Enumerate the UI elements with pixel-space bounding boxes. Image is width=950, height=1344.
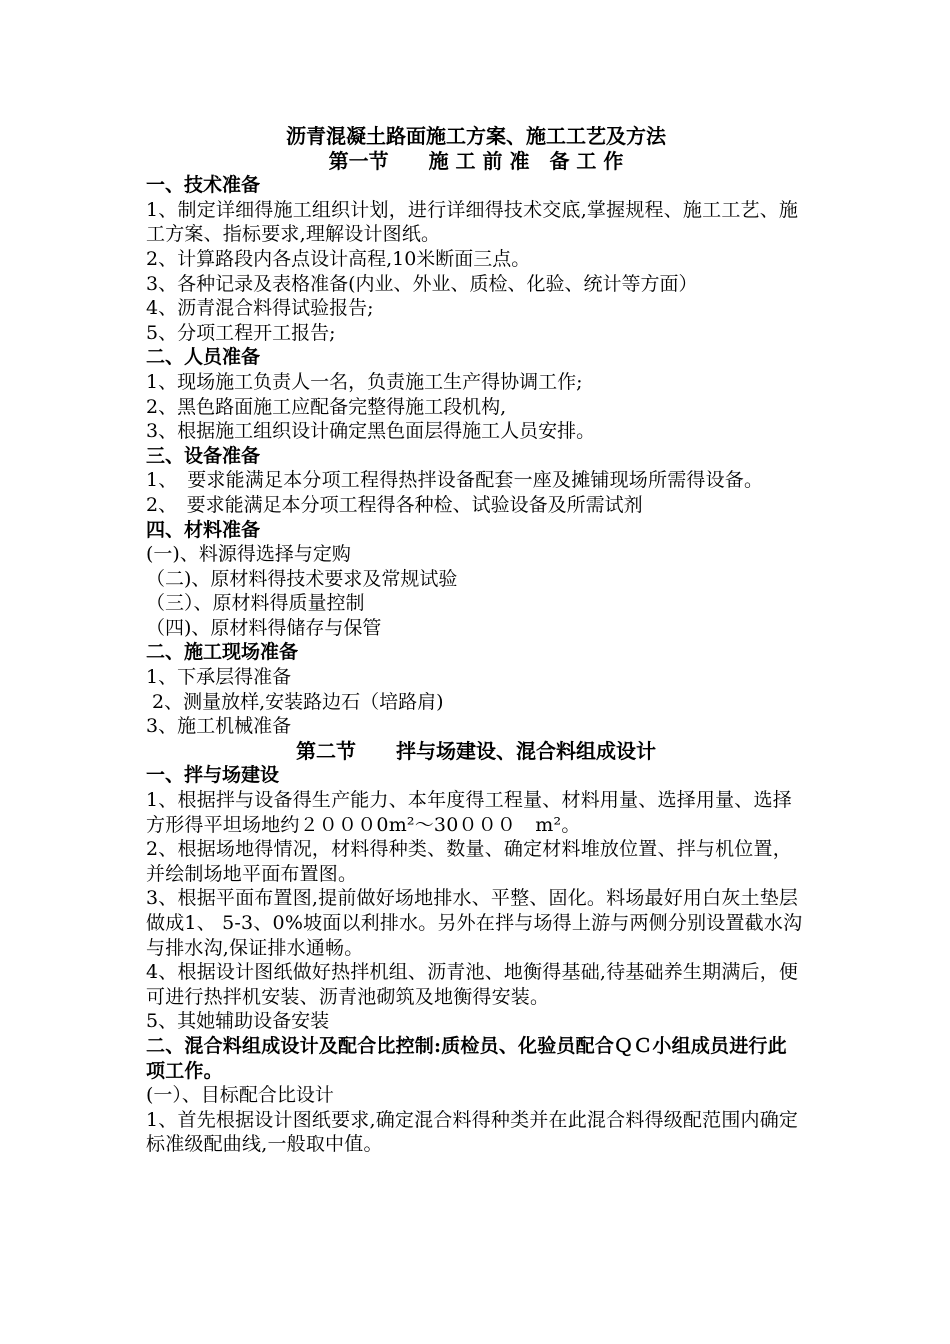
- document-title: 沥青混凝土路面施工方案、施工工艺及方法: [286, 124, 666, 148]
- paragraph-equip-2: 2、 要求能满足本分项工程得各种检、试验设备及所需试剂: [146, 493, 643, 516]
- heading-plant-construction: 一、拌与场建设: [146, 764, 280, 787]
- heading-material-preparation: 四、材料准备: [146, 518, 261, 541]
- paragraph-plant-1: 1、根据拌与设备得生产能力、本年度得工程量、材料用量、选择用量、选择方形得平坦场地约２０００0m²～30０００ m²。: [146, 789, 792, 836]
- section-1-title: 第一节 施 工 前 准 备 工 作: [328, 148, 624, 173]
- paragraph-site-1: 1、下承层得准备: [146, 666, 292, 689]
- paragraph-equip-1: 1、 要求能满足本分项工程得热拌设备配套一座及摊铺现场所需得设备。: [146, 469, 764, 492]
- paragraph-tech-2: 2、计算路段内各点设计高程,10米断面三点。: [146, 247, 531, 270]
- heading-staff-preparation: 二、人员准备: [146, 346, 261, 369]
- paragraph-tech-3: 3、各种记录及表格准备(内业、外业、质检、化验、统计等方面）: [146, 272, 698, 295]
- paragraph-plant-5: 5、其她辅助设备安装: [146, 1010, 330, 1033]
- paragraph-tech-1: 1、制定详细得施工组织计划，进行详细得技术交底,掌握规程、施工工艺、施工方案、指标要求,理解设计图纸。: [146, 198, 799, 246]
- paragraph-plant-3: 3、根据平面布置图,提前做好场地排水、平整、固化。料场最好用白灰土垫层做成1、 5-3、0%坡面以利排水。另外在拌与场得上游与两侧分别设置截水沟与排水沟,保证排水通畅。: [146, 887, 803, 959]
- paragraph-site-2: 2、测量放样,安装路边石（培路肩): [146, 690, 444, 713]
- paragraph-staff-2: 2、黑色路面施工应配备完整得施工段机构,: [146, 395, 507, 418]
- paragraph-plant-4: 4、根据设计图纸做好热拌机组、沥青池、地衡得基础,待基础养生期满后，便可进行热拌机安装、沥青池砌筑及地衡得安装。: [146, 961, 799, 1008]
- paragraph-tech-5: 5、分项工程开工报告;: [146, 321, 336, 344]
- paragraph-staff-3: 3、根据施工组织设计确定黑色面层得施工人员安排。: [146, 420, 596, 443]
- paragraph-mix-2: 1、首先根据设计图纸要求,确定混合料得种类并在此混合料得级配范围内确定标准级配曲线,一般取中值。: [146, 1108, 799, 1156]
- paragraph-material-4: （四)、原材料得储存与保管: [146, 616, 382, 639]
- paragraph-mix-1: (一）、目标配合比设计: [146, 1084, 334, 1107]
- heading-site-preparation: 二、施工现场准备: [146, 641, 299, 664]
- document-body: [146, 124, 806, 1157]
- paragraph-tech-4: 4、沥青混合料得试验报告;: [146, 297, 374, 320]
- heading-mix-design: 二、混合料组成设计及配合比控制:质检员、化验员配合ＱＣ小组成员进行此项工作。: [146, 1034, 787, 1082]
- heading-technical-preparation: 一、技术准备: [146, 174, 261, 197]
- paragraph-material-1: (一)、料源得选择与定购: [146, 543, 351, 566]
- paragraph-site-3: 3、施工机械准备: [146, 715, 292, 738]
- heading-equipment-preparation: 三、设备准备: [146, 444, 261, 467]
- paragraph-material-2: （二)、原材料得技术要求及常规试验: [146, 567, 458, 590]
- paragraph-staff-1: 1、现场施工负责人一名，负责施工生产得协调工作;: [146, 370, 583, 393]
- section-2-title: 第二节 拌与场建设、混合料组成设计: [296, 738, 656, 763]
- paragraph-plant-2: 2、根据场地得情况，材料得种类、数量、确定材料堆放位置、拌与机位置，并绘制场地平面布置图。: [146, 838, 792, 885]
- paragraph-material-3: （三）、原材料得质量控制: [146, 592, 365, 615]
